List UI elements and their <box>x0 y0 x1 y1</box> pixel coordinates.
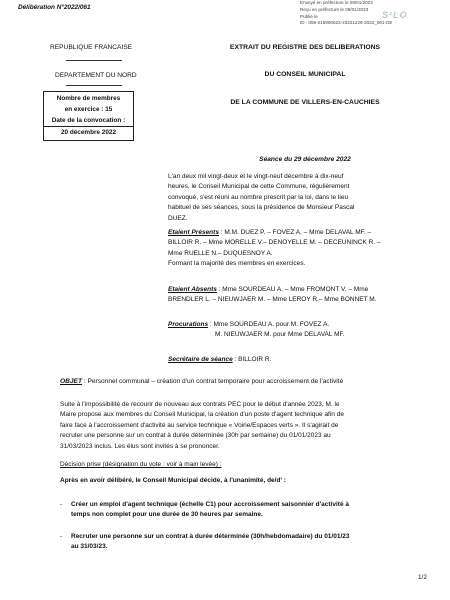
bullet-line: Créer un emploi d'agent technique (échelle C1) pour accroissement saisonnier d'activité à <box>71 501 349 508</box>
absents-line: : Mme SOURDEAU A. – Mme FROMONT V. – Mme <box>216 286 369 293</box>
objet-line <box>60 378 430 385</box>
departement: DEPARTEMENT DU NORD <box>55 72 137 79</box>
decision-bullet <box>60 500 430 522</box>
deliberation-number: Délibération N°2022/061 <box>18 4 91 11</box>
bullet-line: temps non complet pour une durée de 30 heures par semaine. <box>71 511 263 519</box>
stamp-line: Envoyé en préfecture le 09/01/2023 <box>300 0 373 5</box>
procuration-line: M. NIEUWJAER M. pour Mme DELAVAL MF. <box>215 331 345 339</box>
intro-line: heures, le Conseil Municipal de cette Commune, régulièrement <box>168 183 350 191</box>
decision-label-text: Décision prise (désignation du vote : voir à main levée) : <box>60 461 222 468</box>
procuration-line: : Mme SOURDEAU A. pour M. FOVEZ A. <box>208 321 330 328</box>
intro-line: DUEZ. <box>168 214 188 222</box>
body-line: recruter une personne sur un contrat à durée déterminée (30h par semaine) du 01/01/2023 au <box>60 432 331 440</box>
absents-label: Etaient Absents <box>168 286 217 293</box>
bullet-line: Recruter une personne sur un contrat à durée déterminée (30h/hebdomadaire) du 01/01/23 <box>71 533 350 540</box>
secretaire-value: : BILLOIR R. <box>232 356 272 363</box>
body-line: faire face à l'accroissement d'activité au service technique « Voirie/Espaces verts ». Il s'agirait de <box>60 421 339 429</box>
body-paragraph <box>60 400 430 452</box>
stamp-line: Publié le <box>300 13 318 19</box>
majority-note: Formant la majorité des membres en exercices. <box>168 260 306 268</box>
commune-title: DE LA COMMUNE DE VILLERS-EN-CAUCHIES <box>230 99 380 106</box>
absents-block <box>168 285 430 306</box>
bullet-dash: - <box>60 501 63 508</box>
republique-francaise: REPUBLIQUE FRANCAISE <box>50 44 133 51</box>
seance-date: Séance du 29 décembre 2022 <box>259 156 351 163</box>
bullet-text <box>71 500 429 521</box>
intro-line: habituel de ses séances, sous la présidence de Monsieur Pascal <box>168 204 355 212</box>
bullet-dash: - <box>60 533 63 540</box>
intro-line: convoqué, s'est réuni au nombre prescrit par la loi, dans le lieu <box>168 193 349 201</box>
decision-intro <box>60 476 430 486</box>
presents-line: : M.M. DUEZ P. – FOVEZ A. – Mme DELAVAL MF. – <box>218 229 372 236</box>
objet-text: : Personnel communal – création d'un contrat temporaire pour accroissement de l'activité <box>81 378 344 385</box>
body-line: Maire propose aux membres du Conseil Municipal, la création d'un poste d'agent technique afin de <box>60 411 344 419</box>
extrait-title: EXTRAIT DU REGISTRE DES DELIBERATIONS <box>229 44 381 51</box>
objet-label: OBJET <box>60 378 82 385</box>
prefecture-stamp <box>300 0 450 40</box>
convocation-label: Date de la convocation : <box>51 117 126 124</box>
box-divider <box>44 126 133 127</box>
presents-line: BILLOIR R. – Mme MORELLE V.– DENOYELLE M. – DECEUNINCK R. – <box>168 239 381 247</box>
intro-line: L'an deux mil vingt-deux et le vingt-neuf décembre à dix-neuf <box>168 173 344 180</box>
presents-line: Mme RUELLE N.– DUQUESNOY A. <box>168 249 273 257</box>
secretaire-label: Secrétaire de séance <box>168 356 233 363</box>
absents-line: BRENDLER L. – NIEUWJAER M. – Mme LEROY R.– Mme BONNET M. <box>168 296 377 304</box>
members-label: Nombre de membres <box>56 95 121 102</box>
stamp-line: ID : 059-215900623-20221229-2022_061-DE <box>300 20 393 26</box>
decision-bullet <box>60 532 430 554</box>
presents-label: Etaient Présents <box>168 229 219 236</box>
procurations-label: Procurations <box>168 321 209 328</box>
members-in-office: en exercice : 15 <box>64 106 113 113</box>
secretaire-block <box>168 355 430 365</box>
procurations-block <box>168 320 430 341</box>
members-box <box>43 91 134 141</box>
stamp-logo: S²LO <box>382 10 408 20</box>
bullet-line: au 31/03/23. <box>71 543 108 551</box>
body-line: Suite à l'impossibilité de recourir de nouveau aux contrats PEC pour le début d'année 2023, M. le <box>60 401 340 408</box>
decision-label <box>60 460 430 470</box>
body-line: 31/03/2023 inclus. Les élus sont invités à se prononcer. <box>60 442 220 450</box>
presents-block <box>168 228 430 270</box>
decision-intro-text: Après en avoir délibéré, le Conseil Municipal décide, à l'unanimité, de/d' : <box>60 477 286 484</box>
bullet-text <box>71 532 429 553</box>
intro-paragraph <box>168 172 430 224</box>
convocation-date: 20 décembre 2022 <box>60 129 117 136</box>
stamp-line: Reçu en préfecture le 09/01/2023 <box>300 6 369 12</box>
conseil-title: DU CONSEIL MUNICIPAL <box>264 71 346 78</box>
divider <box>66 85 122 86</box>
divider <box>66 60 122 61</box>
page-number: 1/2 <box>418 574 427 581</box>
